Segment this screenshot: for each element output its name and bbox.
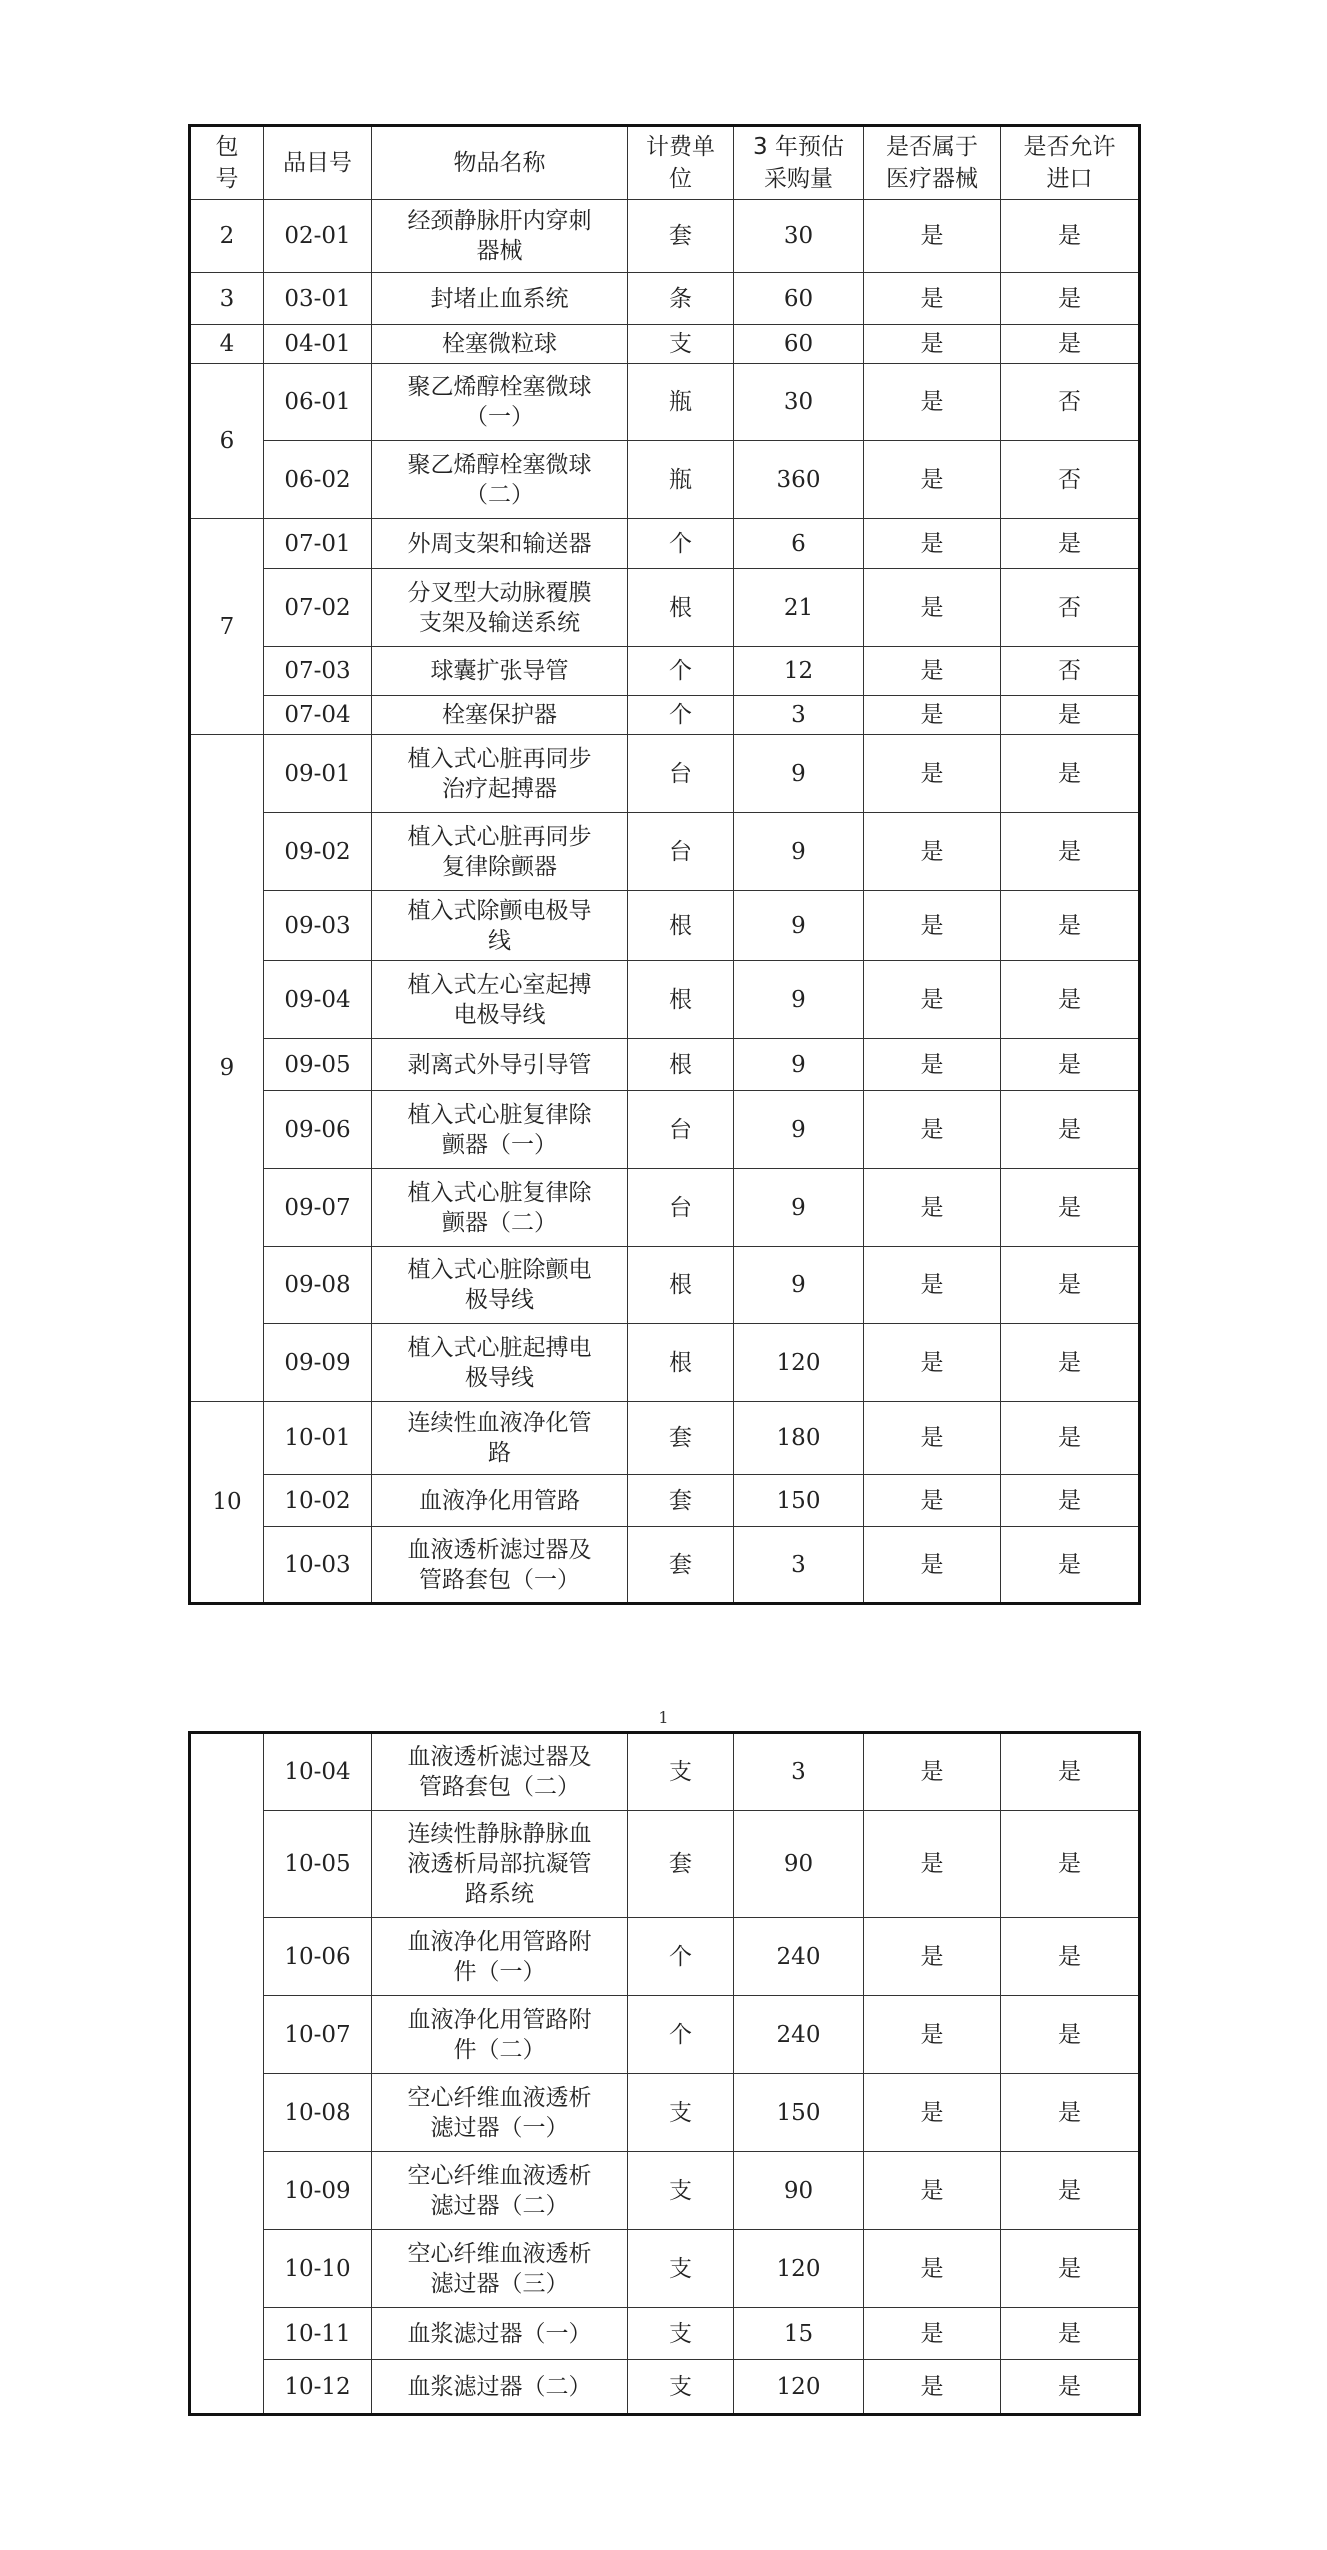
import-allowed-cell: 是 [1001,1475,1140,1527]
billing-unit-cell: 根 [628,569,734,647]
package-number-cell: 6 [190,364,264,519]
item-name-line: 经颈静脉肝内穿刺 [407,208,592,234]
billing-unit-cell: 根 [628,961,734,1039]
item-name-line: 血液净化用管路附 [407,1928,592,1955]
item-name-line: 液透析局部抗凝管 [407,1851,592,1877]
billing-unit-cell: 套 [628,200,734,273]
item-name-cell [372,2074,628,2152]
medical-device-cell: 是 [864,2230,1001,2308]
item-name-cell [372,1402,628,1475]
medical-device-cell: 是 [864,891,1001,961]
item-number-cell: 04-01 [264,325,372,364]
estimated-quantity-cell: 12 [734,647,864,696]
table-row [190,2230,1140,2308]
header-item-no: 品目号 [264,126,372,200]
header-item-name: 物品名称 [372,126,628,200]
billing-unit-cell: 台 [628,1091,734,1169]
import-allowed-cell: 是 [1001,961,1140,1039]
medical-device-cell: 是 [864,1475,1001,1527]
table-row [190,1169,1140,1247]
estimated-quantity-cell: 9 [734,961,864,1039]
estimated-quantity-cell: 60 [734,273,864,325]
item-number-cell: 10-03 [264,1527,372,1604]
estimated-quantity-cell: 120 [734,2230,864,2308]
medical-device-cell: 是 [864,1247,1001,1324]
billing-unit-cell: 条 [628,273,734,325]
billing-unit-cell: 套 [628,1811,734,1918]
item-name-line: 电极导线 [453,1001,546,1028]
table-row [190,364,1140,441]
item-number-cell: 09-03 [264,891,372,961]
medical-device-cell: 是 [864,1733,1001,1811]
billing-unit-cell: 根 [628,1324,734,1402]
item-name-cell [372,1733,628,1811]
estimated-quantity-cell: 240 [734,1996,864,2074]
import-allowed-cell: 否 [1001,364,1140,441]
item-number-cell: 10-06 [264,1918,372,1996]
item-number-cell: 09-04 [264,961,372,1039]
import-allowed-cell: 是 [1001,200,1140,273]
medical-device-cell: 是 [864,441,1001,519]
item-name-cell [372,891,628,961]
medical-device-cell: 是 [864,1918,1001,1996]
import-allowed-cell: 是 [1001,1733,1140,1811]
item-name-line: 剥离式外导引导管 [407,1051,592,1078]
estimated-quantity-cell: 9 [734,1247,864,1324]
item-name-cell [372,441,628,519]
import-allowed-cell: 是 [1001,273,1140,325]
header-estimated-quantity: 3 年预估 采购量 [734,126,864,200]
table-row [190,2308,1140,2360]
table-row [190,1475,1140,1527]
item-name-line: 管路套包（一） [419,1566,580,1593]
import-allowed-cell: 是 [1001,1039,1140,1091]
billing-unit-cell: 套 [628,1527,734,1604]
billing-unit-cell: 套 [628,1402,734,1475]
package-number-cell: 2 [190,200,264,273]
estimated-quantity-cell: 6 [734,519,864,569]
table-row [190,1733,1140,1811]
item-name-line: 路系统 [465,1881,534,1907]
item-name-cell [372,1247,628,1324]
estimated-quantity-cell: 30 [734,364,864,441]
estimated-quantity-cell: 3 [734,1527,864,1604]
billing-unit-cell: 个 [628,519,734,569]
item-name-line: 颤器（二） [442,1209,557,1236]
estimated-quantity-cell: 9 [734,1091,864,1169]
estimated-quantity-cell: 90 [734,2152,864,2230]
item-name-line: 器械 [476,238,523,264]
item-name-line: 极导线 [465,1287,534,1313]
import-allowed-cell: 是 [1001,735,1140,813]
package-number-cell: 4 [190,325,264,364]
item-name-cell [372,647,628,696]
import-allowed-cell: 否 [1001,441,1140,519]
procurement-table-page2 [188,1731,1141,2416]
table-row [190,325,1140,364]
item-name-line: 血液透析滤过器及 [407,1536,592,1563]
item-name-line: 路 [488,1440,511,1466]
medical-device-cell: 是 [864,1527,1001,1604]
medical-device-cell: 是 [864,569,1001,647]
billing-unit-cell: 支 [628,2308,734,2360]
table-row [190,696,1140,735]
estimated-quantity-cell: 9 [734,1039,864,1091]
medical-device-cell: 是 [864,2152,1001,2230]
medical-device-cell: 是 [864,696,1001,735]
billing-unit-cell: 支 [628,325,734,364]
medical-device-cell: 是 [864,1169,1001,1247]
billing-unit-cell: 根 [628,1039,734,1091]
import-allowed-cell: 是 [1001,1247,1140,1324]
medical-device-cell: 是 [864,735,1001,813]
import-allowed-cell: 是 [1001,1811,1140,1918]
medical-device-cell: 是 [864,2074,1001,2152]
item-name-cell [372,1996,628,2074]
billing-unit-cell: 个 [628,1996,734,2074]
import-allowed-cell: 是 [1001,1918,1140,1996]
table-row [190,1402,1140,1475]
item-name-line: 外周支架和输送器 [407,530,592,557]
estimated-quantity-cell: 60 [734,325,864,364]
table-row [190,569,1140,647]
import-allowed-cell: 是 [1001,325,1140,364]
item-number-cell: 10-07 [264,1996,372,2074]
medical-device-cell: 是 [864,2360,1001,2415]
table-row [190,519,1140,569]
item-name-cell [372,2360,628,2415]
item-name-cell [372,2308,628,2360]
package-number-cell: 7 [190,519,264,735]
item-name-line: 线 [488,927,511,954]
import-allowed-cell: 是 [1001,2152,1140,2230]
package-number-cell: 10 [190,1402,264,1604]
item-name-line: 滤过器（一） [430,2114,569,2141]
item-name-line: 血浆滤过器（二） [407,2373,592,2400]
item-name-line: 滤过器（二） [430,2192,569,2219]
billing-unit-cell: 瓶 [628,441,734,519]
estimated-quantity-cell: 9 [734,1169,864,1247]
estimated-quantity-cell: 150 [734,1475,864,1527]
import-allowed-cell: 否 [1001,569,1140,647]
table-row [190,200,1140,273]
import-allowed-cell: 是 [1001,2360,1140,2415]
table-row [190,2152,1140,2230]
item-name-line: 植入式心脏复律除 [407,1179,592,1206]
item-name-line: 植入式心脏再同步 [407,823,592,850]
table-row [190,1324,1140,1402]
item-name-line: 分叉型大动脉覆膜 [407,579,592,606]
medical-device-cell: 是 [864,1324,1001,1402]
item-name-cell [372,569,628,647]
item-number-cell: 06-01 [264,364,372,441]
estimated-quantity-cell: 9 [734,813,864,891]
item-number-cell: 07-03 [264,647,372,696]
table-row [190,891,1140,961]
item-name-line: 聚乙烯醇栓塞微球 [407,374,592,400]
import-allowed-cell: 是 [1001,1527,1140,1604]
item-name-cell [372,961,628,1039]
table-row [190,2074,1140,2152]
item-name-line: 空心纤维血液透析 [407,2162,592,2189]
billing-unit-cell: 个 [628,647,734,696]
billing-unit-cell: 台 [628,1169,734,1247]
billing-unit-cell: 根 [628,891,734,961]
table-row [190,813,1140,891]
item-name-line: 植入式心脏复律除 [407,1101,592,1128]
import-allowed-cell: 是 [1001,1996,1140,2074]
item-number-cell: 10-12 [264,2360,372,2415]
estimated-quantity-cell: 15 [734,2308,864,2360]
package-number-cell [190,1733,264,2415]
item-name-line: 植入式左心室起搏 [407,971,592,998]
table-row [190,1091,1140,1169]
medical-device-cell: 是 [864,325,1001,364]
item-number-cell: 09-09 [264,1324,372,1402]
item-name-line: 栓塞微粒球 [442,331,557,357]
item-number-cell: 10-04 [264,1733,372,1811]
item-name-cell [372,1324,628,1402]
import-allowed-cell: 否 [1001,647,1140,696]
estimated-quantity-cell: 9 [734,891,864,961]
import-allowed-cell: 是 [1001,2074,1140,2152]
estimated-quantity-cell: 30 [734,200,864,273]
item-name-cell [372,735,628,813]
item-name-cell [372,1918,628,1996]
item-number-cell: 02-01 [264,200,372,273]
medical-device-cell: 是 [864,1811,1001,1918]
table-row [190,2360,1140,2415]
medical-device-cell: 是 [864,519,1001,569]
estimated-quantity-cell: 21 [734,569,864,647]
item-number-cell: 09-05 [264,1039,372,1091]
item-name-line: 植入式除颤电极导 [407,897,592,924]
billing-unit-cell: 个 [628,1918,734,1996]
item-name-line: 管路套包（二） [419,1774,580,1800]
medical-device-cell: 是 [864,200,1001,273]
medical-device-cell: 是 [864,813,1001,891]
item-name-cell [372,200,628,273]
import-allowed-cell: 是 [1001,813,1140,891]
import-allowed-cell: 是 [1001,1091,1140,1169]
table-row [190,273,1140,325]
billing-unit-cell: 支 [628,1733,734,1811]
estimated-quantity-cell: 150 [734,2074,864,2152]
header-package-no: 包 号 [190,126,264,200]
item-number-cell: 09-01 [264,735,372,813]
item-name-line: 空心纤维血液透析 [407,2240,592,2267]
billing-unit-cell: 个 [628,696,734,735]
item-name-line: 极导线 [465,1364,534,1391]
table-row [190,1996,1140,2074]
item-name-line: 治疗起搏器 [442,775,557,802]
billing-unit-cell: 瓶 [628,364,734,441]
import-allowed-cell: 是 [1001,519,1140,569]
medical-device-cell: 是 [864,1039,1001,1091]
item-name-line: 复律除颤器 [442,853,557,880]
billing-unit-cell: 支 [628,2074,734,2152]
item-name-cell [372,2230,628,2308]
import-allowed-cell: 是 [1001,1324,1140,1402]
medical-device-cell: 是 [864,647,1001,696]
medical-device-cell: 是 [864,961,1001,1039]
item-number-cell: 09-02 [264,813,372,891]
item-name-line: 血液透析滤过器及 [407,1744,592,1770]
billing-unit-cell: 支 [628,2152,734,2230]
item-number-cell: 10-08 [264,2074,372,2152]
table-row [190,1039,1140,1091]
billing-unit-cell: 支 [628,2360,734,2415]
item-number-cell: 10-01 [264,1402,372,1475]
item-name-cell [372,364,628,441]
item-number-cell: 09-08 [264,1247,372,1324]
table-row [190,647,1140,696]
item-name-line: 血液净化用管路 [419,1487,580,1514]
medical-device-cell: 是 [864,273,1001,325]
item-name-line: 血液净化用管路附 [407,2006,592,2033]
item-name-cell [372,1475,628,1527]
header-import-allowed: 是否允许 进口 [1001,126,1140,200]
item-name-line: 连续性血液净化管 [407,1410,592,1436]
estimated-quantity-cell: 3 [734,696,864,735]
item-name-line: 空心纤维血液透析 [407,2084,592,2111]
table-row [190,1918,1140,1996]
item-name-cell [372,325,628,364]
table-row [190,735,1140,813]
import-allowed-cell: 是 [1001,1402,1140,1475]
item-name-line: 球囊扩张导管 [430,658,569,684]
item-name-line: 植入式心脏起搏电 [407,1334,592,1361]
item-name-line: 滤过器（三） [430,2270,569,2297]
item-name-line: 件（一） [453,1958,546,1985]
package-number-cell: 9 [190,735,264,1402]
medical-device-cell: 是 [864,1091,1001,1169]
item-name-cell [372,1039,628,1091]
item-name-line: 支架及输送系统 [419,609,580,636]
estimated-quantity-cell: 240 [734,1918,864,1996]
item-name-cell [372,2152,628,2230]
billing-unit-cell: 支 [628,2230,734,2308]
table-row [190,441,1140,519]
item-name-line: 植入式心脏再同步 [407,745,592,772]
estimated-quantity-cell: 3 [734,1733,864,1811]
table-row [190,961,1140,1039]
table-row [190,1527,1140,1604]
item-name-line: 植入式心脏除颤电 [407,1257,592,1283]
table-row [190,1247,1140,1324]
item-name-line: 件（二） [453,2036,546,2063]
table-header-row [190,126,1140,200]
item-name-cell [372,1091,628,1169]
item-name-line: 颤器（一） [442,1131,557,1158]
import-allowed-cell: 是 [1001,891,1140,961]
item-number-cell: 07-01 [264,519,372,569]
item-name-line: （一） [465,404,534,430]
billing-unit-cell: 台 [628,813,734,891]
procurement-table-page1 [188,124,1141,1605]
item-number-cell: 03-01 [264,273,372,325]
estimated-quantity-cell: 120 [734,1324,864,1402]
item-number-cell: 07-04 [264,696,372,735]
header-is-medical-device: 是否属于 医疗器械 [864,126,1001,200]
item-number-cell: 10-05 [264,1811,372,1918]
package-number-cell: 3 [190,273,264,325]
billing-unit-cell: 根 [628,1247,734,1324]
medical-device-cell: 是 [864,1996,1001,2074]
item-name-cell [372,1527,628,1604]
item-name-cell [372,1811,628,1918]
item-number-cell: 10-10 [264,2230,372,2308]
import-allowed-cell: 是 [1001,2230,1140,2308]
item-name-line: 聚乙烯醇栓塞微球 [407,451,592,478]
item-number-cell: 10-11 [264,2308,372,2360]
import-allowed-cell: 是 [1001,2308,1140,2360]
estimated-quantity-cell: 9 [734,735,864,813]
item-name-line: 连续性静脉静脉血 [407,1821,592,1847]
estimated-quantity-cell: 360 [734,441,864,519]
item-name-line: 封堵止血系统 [430,285,569,312]
estimated-quantity-cell: 90 [734,1811,864,1918]
import-allowed-cell: 是 [1001,696,1140,735]
item-name-cell [372,519,628,569]
item-name-cell [372,696,628,735]
billing-unit-cell: 台 [628,735,734,813]
item-number-cell: 10-09 [264,2152,372,2230]
item-number-cell: 09-06 [264,1091,372,1169]
import-allowed-cell: 是 [1001,1169,1140,1247]
item-name-cell [372,273,628,325]
item-number-cell: 10-02 [264,1475,372,1527]
medical-device-cell: 是 [864,364,1001,441]
item-name-line: 血浆滤过器（一） [407,2320,592,2347]
item-name-line: 栓塞保护器 [442,702,557,728]
item-number-cell: 07-02 [264,569,372,647]
page-number: 1 [658,1708,669,1727]
medical-device-cell: 是 [864,2308,1001,2360]
estimated-quantity-cell: 180 [734,1402,864,1475]
medical-device-cell: 是 [864,1402,1001,1475]
item-name-cell [372,813,628,891]
item-name-cell [372,1169,628,1247]
table-row [190,1811,1140,1918]
header-billing-unit: 计费单 位 [628,126,734,200]
item-name-line: （二） [465,481,534,508]
estimated-quantity-cell: 120 [734,2360,864,2415]
billing-unit-cell: 套 [628,1475,734,1527]
item-number-cell: 09-07 [264,1169,372,1247]
item-number-cell: 06-02 [264,441,372,519]
